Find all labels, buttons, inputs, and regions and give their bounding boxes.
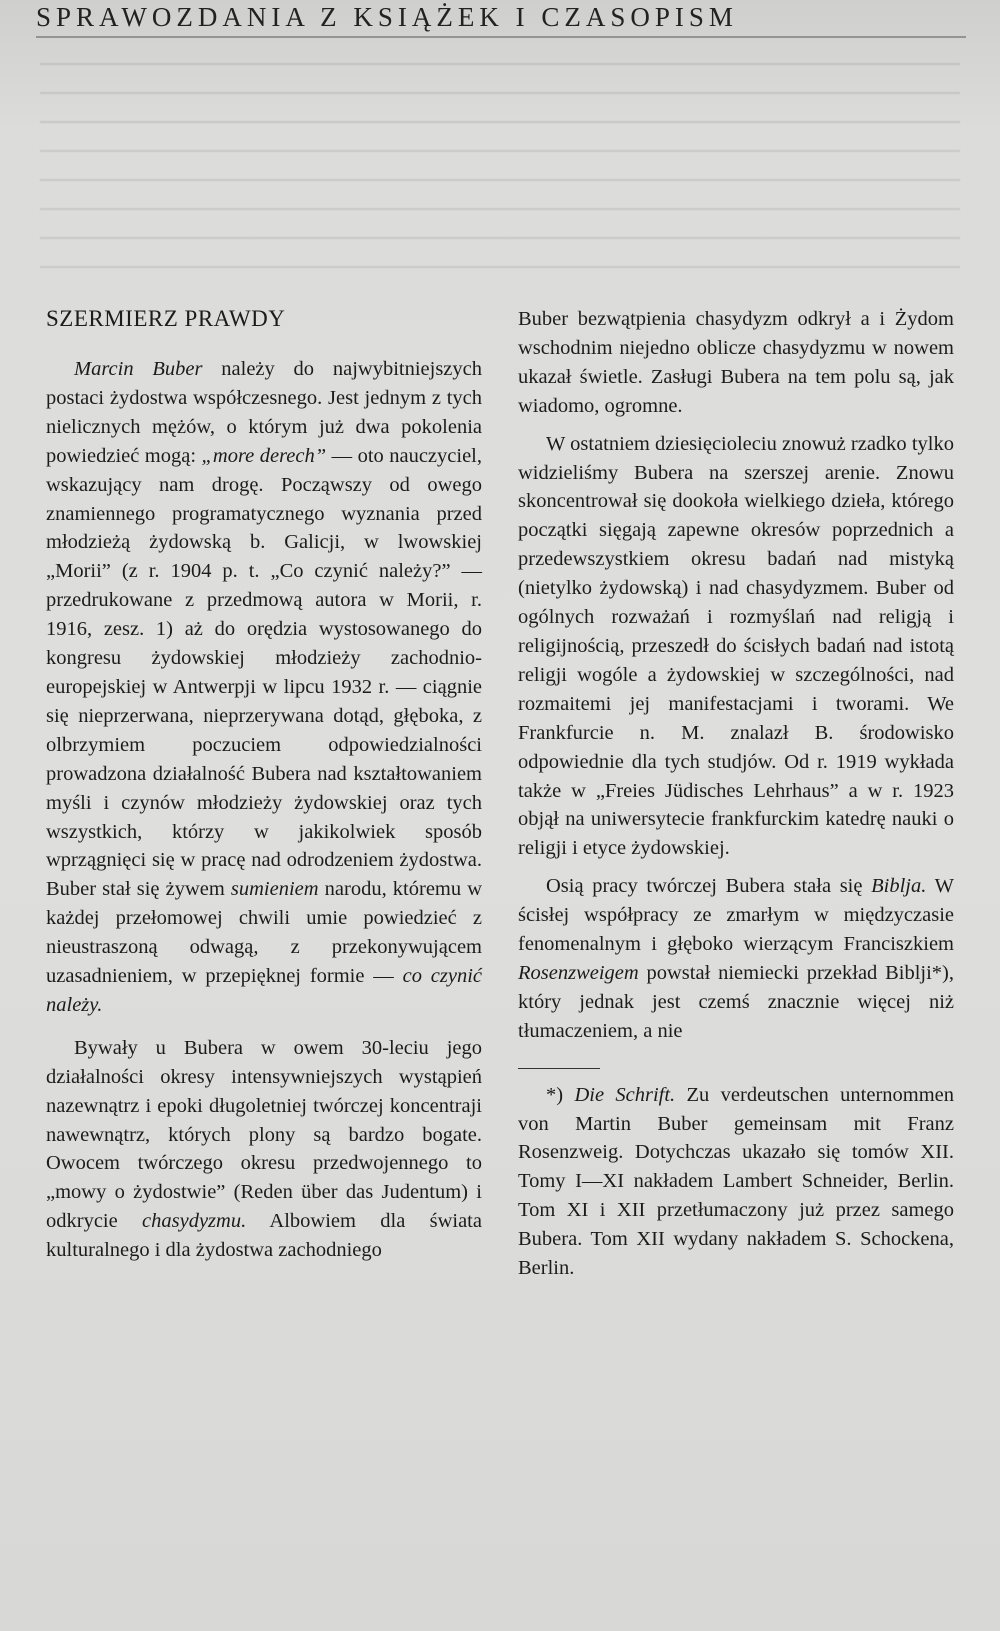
left-column — [46, 305, 482, 1265]
header-rule — [36, 36, 966, 38]
show-through-text — [40, 45, 960, 275]
author-name: Marcin Buber — [74, 358, 203, 380]
paragraph-1: Marcin Buber należy do najwybitniejszych postaci żydostwa współczesnego. Jest jednym z tych nielicznych mężów, o którym już dwa pokolenia powiedzieć mogą: „more derech” — oto nauczyciel, wskazujący nam drogę. Począwszy od owego znamiennego programatycznego wyznania przed młodzieżą żydowską b. Galicji, w lwowskiej „Morii” (z r. 1904 p. t. „Co czynić należy?” — przedrukowane z przedmową autora w Morii, r. 1916, zesz. 1) aż do orędzia wystosowanego do kongresu żydowskiej młodzieży zachodnio-europejskiej w Antwerpji w lipcu 1932 r. — ciągnie się nieprzerwana, nieprzerywana dotąd, głęboka, z olbrzymiem poczuciem odpowiedzialności prowadzona działalność Bubera nad kształtowaniem myśli i czynów młodzieży żydowskiej oraz tych wszystkich, którzy w jakikolwiek sposób wprzągnięci się w pracę nad odrodzeniem żydostwa. Buber stał się żywem sumieniem narodu, któremu w każdej przełomowej chwili umie powiedzieć z nieustraszoną odwagą, z przekonywującem uzasadnieniem, w przepięknej formie — co czynić należy. — [46, 358, 483, 1016]
paragraph-2: Bywały u Bubera w owem 30-leciu jego działalności okresy intensywniejszych wystąpień nazewnątrz i epoki długoletniej twórczej koncentraji nawewnątrz, których plony są bardzo bogate. Owocem twórczego okresu przedwojennego to „mowy o żydostwie” (Reden über das Judentum) i odkrycie chasydyzmu. Albowiem dla świata kulturalnego i dla żydostwa zachodniego — [46, 1036, 482, 1262]
footnote: *) Die Schrift. Zu verdeutschen unternommen von Martin Buber gemeinsam mit Franz Rosenzweig. Dotychczas ukazało się tomów XII. Tomy I—XI nakładem Lambert Schneider, Berlin. Tom XI i XII przetłumaczony już przez samego Bubera. Tom XII wydany nakładem S. Schockena, Berlin. — [518, 1083, 955, 1280]
right-column — [518, 305, 954, 1283]
article-title: SZERMIERZ PRAWDY — [46, 306, 286, 331]
paragraph-4: W ostatniem dziesięcioleciu znowuż rzadko tylko widzieliśmy Bubera na szerszej arenie. Znowu skoncentrował się dookoła wielkiego dzieła, którego początki sięgają zapewne okresów poprzednich a przedewszystkiem okresu badań nad mistyką (nietylko żydowską) i nad chasydyzmem. Buber od ogólnych rozważań i rozmyślań nad religją i religijnością, przeszedł do ścisłych badań nad istotą religji wogóle a żydowskiej w szczególności, nad rozmaitemi jej manifestacjami i tworami. We Frankfurcie n. M. znalazł B. środowisko odpowiednie dla tych studjów. Od r. 1919 wykłada także w „Freies Jüdisches Lehrhaus” a w r. 1923 objął na uniwersytecie frankfurckim katedrę nauki o religji i etyce żydowskiej. — [518, 432, 954, 860]
paragraph-3: Buber bezwątpienia chasydyzm odkrył a i Żydom wschodnim niejedno oblicze chasydyzmu w nowem ukazał świetle. Zasługi Bubera na tem polu są, jak wiadomo, ogromne. — [518, 308, 954, 417]
running-header: SPRAWOZDANIA Z KSIĄŻEK I CZASOPISM — [36, 2, 738, 32]
footnote-rule — [518, 1068, 600, 1069]
paragraph-5: Osią pracy twórczej Bubera stała się Biblja. W ścisłej współpracy ze zmarłym w międzyczasie fenomenalnym i głęboko wierzącym Franciszkiem Rosenzweigem powstał niemiecki przekład Biblji*), który jednak jest czemś znacznie więcej niż tłumaczeniem, a nie — [518, 875, 954, 1042]
